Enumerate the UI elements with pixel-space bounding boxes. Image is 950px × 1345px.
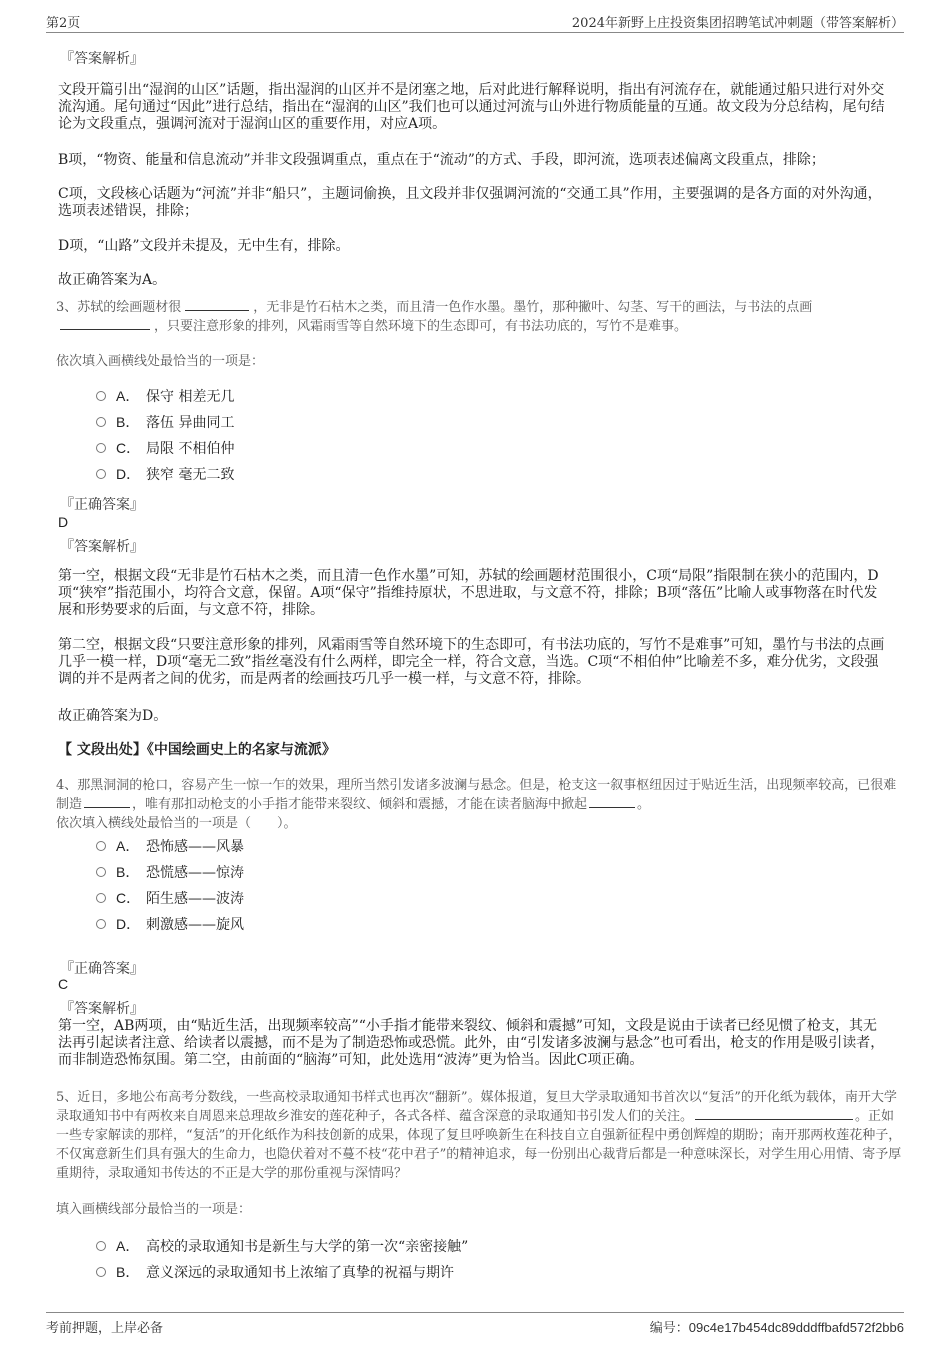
document-title: 2024年新野上庄投资集团招聘笔试冲刺题（带答案解析） xyxy=(571,16,904,31)
footer-slogan: 考前押题，上岸必备 xyxy=(46,1321,164,1336)
analysis-paragraph: C项，文段核心话题为“河流”并非“船只”，主题词偷换，且文段并非仅强调河流的“交通工具”作用，主要强调的是各方面的对外沟通，选项表述错误，排除； xyxy=(58,186,882,219)
question-3-stem: 3、苏轼的绘画题材很 ，无非是竹石枯木之类，而且清一色作水墨。墨竹，那种撇叶、勾茎、写干的画法，与书法的点画，只要注意形象的排列，风霜雨雪等自然环境下的生态即可，有书法功底的，写竹不是难事。 xyxy=(56,300,813,334)
radio-icon[interactable] xyxy=(96,893,106,903)
question-5-option-a[interactable]: A． 高校的录取通知书是新生与大学的第一次“亲密接触” xyxy=(96,1236,468,1256)
radio-icon[interactable] xyxy=(96,443,106,453)
question-3-option-a[interactable]: A． 保守 相差无几 xyxy=(96,386,234,406)
question-3-option-d[interactable]: D． 狭窄 毫无二致 xyxy=(96,464,234,484)
analysis-label: 『答案解析』 xyxy=(60,539,144,555)
question-5-stem: 5、近日，多地公布高考分数线，一些高校录取通知书样式也再次“翻新”。媒体报道，复旦大学录取通知书首次以“复活”的开化纸为载体，南开大学录取通知书中有两枚来自周恩来总理故乡淮安的莲花种子，各式各样、蕴含深意的录取通知书引发人们的关注。 。正如一些专家解读的那样，“复活”的开化纸作为科技创新的成果，体现了复旦呼唤新生在科技自立自强新征程中勇创辉煌的期盼；南开那两枚莲花种子，不仅寓意新生们具有强大的生命力，也隐伏着对不蔓不枝“花中君子”的精神追求，每一份别出心裁背后都是一种意味深长，对学生用心用情、寄予厚重期待，录取通知书传达的不正是大学的那份重视与深情吗？ xyxy=(56,1090,902,1181)
analysis-paragraph: B项，“物资、能量和信息流动”并非文段强调重点，重点在于“流动”的方式、手段，即河流，选项表述偏离文段重点，排除； xyxy=(58,152,825,168)
radio-icon[interactable] xyxy=(96,417,106,427)
analysis-paragraph: 第二空，根据文段“只要注意形象的排列，风霜雨雪等自然环境下的生态即可，有书法功底的，写竹不是难事”可知，墨竹与书法的点画几乎一模一样，D项“毫无二致”指丝毫没有什么两样，即完全一样，符合文意，当选。C项“不相伯仲”比喻差不多，难分优劣，文段强调的并不是两者之间的优劣，而是两者的绘画技巧几乎一模一样，与文意不符，排除。 xyxy=(58,637,885,687)
correct-answer: D xyxy=(58,514,69,530)
analysis-label: 『答案解析』 xyxy=(60,1001,144,1017)
radio-icon[interactable] xyxy=(96,841,106,851)
question-4-stem: 4、那黑洞洞的枪口，容易产生一惊一乍的效果，理所当然引发诸多波澜与悬念。但是，枪支这一叙事枢纽因过于贴近生活，出现频率较高，已很难制造 ，唯有那扣动枪支的小手指才能带来裂纹、倾斜和震撼，才能在读者脑海中掀起 。 xyxy=(56,778,897,812)
answer-blank xyxy=(60,317,150,330)
answer-blank xyxy=(84,795,130,808)
correct-answer-label: 『正确答案』 xyxy=(60,497,144,513)
page-header xyxy=(46,12,904,33)
correct-answer-label: 『正确答案』 xyxy=(60,961,144,977)
question-4-option-a[interactable]: A． 恐怖感——风暴 xyxy=(96,836,244,856)
analysis-conclusion: 故正确答案为A。 xyxy=(58,272,167,288)
radio-icon[interactable] xyxy=(96,1241,106,1251)
page-number: 第2页 xyxy=(46,16,81,31)
question-3-prompt: 依次填入画横线处最恰当的一项是： xyxy=(56,354,265,369)
question-4-option-c[interactable]: C． 陌生感——波涛 xyxy=(96,888,244,908)
question-3-option-c[interactable]: C． 局限 不相伯仲 xyxy=(96,438,234,458)
passage-source: 【 文段出处】《中国绘画史上的名家与流派》 xyxy=(58,742,336,758)
analysis-paragraph: D项，“山路”文段并未提及，无中生有，排除。 xyxy=(58,238,350,254)
question-3-option-b[interactable]: B． 落伍 异曲同工 xyxy=(96,412,234,432)
question-5-prompt: 填入画横线部分最恰当的一项是： xyxy=(56,1202,252,1217)
question-4-prompt: 依次填入横线处最恰当的一项是（ ）。 xyxy=(56,816,297,831)
analysis-conclusion: 故正确答案为D。 xyxy=(58,708,168,724)
answer-blank xyxy=(589,795,635,808)
correct-answer: C xyxy=(58,976,69,992)
document-code: 编号：09c4e17b454dc89dddffbafd572f2bb6 xyxy=(649,1320,904,1335)
question-4-option-d[interactable]: D． 刺激感——旋风 xyxy=(96,914,244,934)
radio-icon[interactable] xyxy=(96,469,106,479)
answer-blank xyxy=(185,298,249,311)
page-footer xyxy=(46,1312,904,1337)
radio-icon[interactable] xyxy=(96,391,106,401)
analysis-paragraph: 文段开篇引出“湿润的山区”话题，指出湿润的山区并不是闭塞之地，后对此进行解释说明，指出有河流存在，就能通过船只进行对外交流沟通。尾句通过“因此”进行总结，指出在“湿润的山区”我们也可以通过河流与山外进行物质能量的互通。故文段为分总结构，尾句结论为文段重点，强调河流对于湿润山区的重要作用，对应A项。 xyxy=(58,82,885,132)
radio-icon[interactable] xyxy=(96,867,106,877)
analysis-paragraph: 第一空，AB两项，由“贴近生活，出现频率较高”“小手指才能带来裂纹、倾斜和震撼”可知，文段是说由于读者已经见惯了枪支，其无法再引起读者注意、给读者以震撼，而不是为了制造恐怖或恐慌。此外，由“引发诸多波澜与悬念”也可看出，枪支的作用是吸引读者，而非制造恐怖氛围。第二空，由前面的“脑海”可知，此处选用“波涛”更为恰当。因此C项正确。 xyxy=(58,1018,885,1068)
analysis-paragraph: 第一空，根据文段“无非是竹石枯木之类，而且清一色作水墨”可知，苏轼的绘画题材范围很小，C项“局限”指限制在狭小的范围内，D项“狭窄”指范围小，均符合文意，保留。A项“保守”指维持原状，不思进取，与文意不符，排除；B项“落伍”比喻人或事物落在时代发展和形势要求的后面，与文意不符，排除。 xyxy=(58,568,879,618)
analysis-label: 『答案解析』 xyxy=(60,51,144,67)
radio-icon[interactable] xyxy=(96,919,106,929)
question-5-option-b[interactable]: B． 意义深远的录取通知书上浓缩了真挚的祝福与期许 xyxy=(96,1262,454,1282)
radio-icon[interactable] xyxy=(96,1267,106,1277)
question-4-option-b[interactable]: B． 恐慌感——惊涛 xyxy=(96,862,244,882)
answer-blank xyxy=(695,1107,853,1120)
